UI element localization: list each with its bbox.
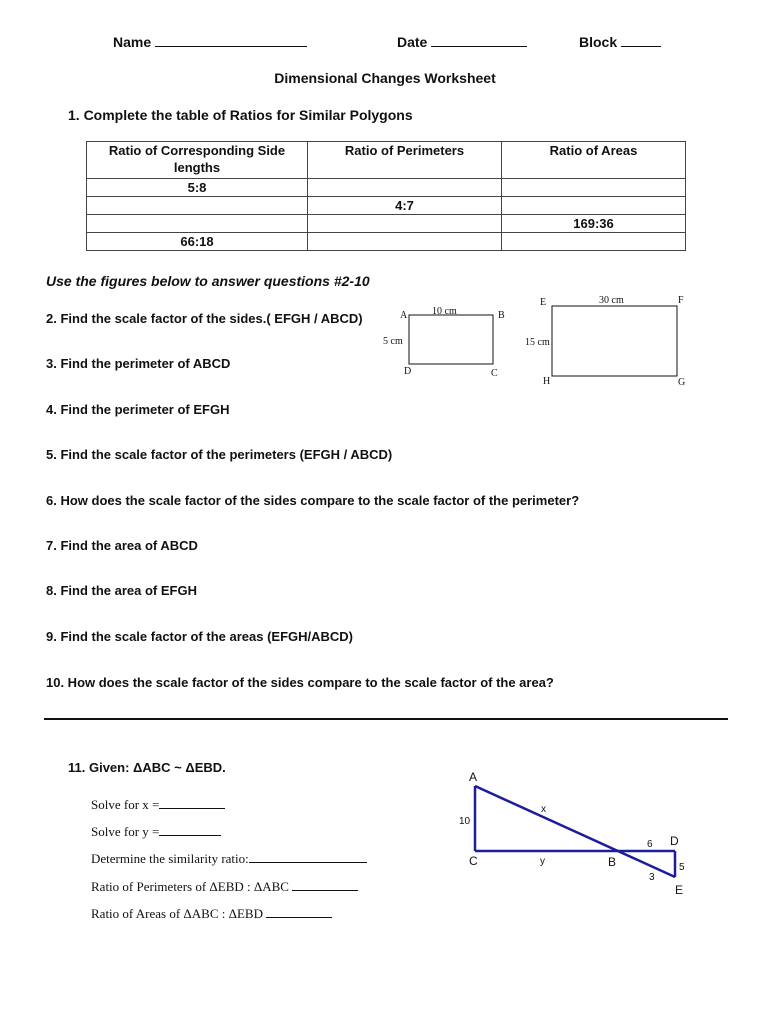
vertex-e: E bbox=[540, 297, 547, 308]
solve-x-line[interactable] bbox=[91, 796, 225, 813]
side-be-label: 3 bbox=[649, 872, 655, 883]
similarity-ratio-line[interactable] bbox=[91, 850, 367, 867]
question-10: 10. How does the scale factor of the sides compare to the scale factor of the area? bbox=[46, 675, 554, 690]
worksheet-title: Dimensional Changes Worksheet bbox=[274, 70, 496, 86]
table-cell[interactable] bbox=[502, 197, 686, 215]
vertex-d: D bbox=[404, 366, 412, 377]
table-cell[interactable]: 5:8 bbox=[87, 179, 308, 197]
vertex-a: A bbox=[400, 310, 408, 321]
label-30cm: 30 cm bbox=[599, 295, 624, 306]
block-blank[interactable] bbox=[621, 34, 661, 47]
triangle-figure bbox=[450, 765, 700, 905]
table-cell[interactable] bbox=[308, 233, 502, 251]
perimeter-ratio-line[interactable] bbox=[91, 878, 358, 895]
table-cell[interactable] bbox=[502, 179, 686, 197]
question-1: 1. Complete the table of Ratios for Similar Polygons bbox=[68, 107, 413, 123]
area-ratio-blank[interactable] bbox=[266, 905, 332, 918]
area-ratio-label: Ratio of Areas of ΔABC : ΔEBD bbox=[91, 906, 263, 921]
header-area-ratio: Ratio of Areas bbox=[502, 142, 686, 179]
table-row bbox=[87, 233, 686, 251]
segment-ae bbox=[475, 786, 675, 877]
vertex-g: G bbox=[678, 377, 686, 388]
question-6: 6. How does the scale factor of the sides compare to the scale factor of the perimeter? bbox=[46, 493, 580, 508]
question-3: 3. Find the perimeter of ABCD bbox=[46, 356, 231, 371]
label-15cm: 15 cm bbox=[525, 337, 550, 348]
header-perimeter-ratio: Ratio of Perimeters bbox=[308, 142, 502, 179]
vertex-b: B bbox=[498, 310, 505, 321]
perimeter-ratio-blank[interactable] bbox=[292, 878, 358, 891]
name-label: Name bbox=[113, 34, 152, 50]
rectangle-efgh bbox=[552, 306, 677, 376]
side-de-label: 5 bbox=[679, 862, 685, 873]
solve-y-label: Solve for y = bbox=[91, 824, 160, 839]
section-divider bbox=[44, 718, 728, 720]
vertex-e-label: E bbox=[675, 883, 684, 897]
question-11: 11. Given: ΔABC ~ ΔEBD. bbox=[68, 760, 226, 775]
solve-x-label: Solve for x = bbox=[91, 797, 160, 812]
figures-instruction: Use the figures below to answer questions #2-10 bbox=[46, 273, 370, 289]
area-ratio-line[interactable] bbox=[91, 905, 332, 922]
date-blank[interactable] bbox=[431, 34, 527, 47]
table-cell[interactable] bbox=[308, 179, 502, 197]
side-bd-label: 6 bbox=[647, 839, 653, 850]
question-7: 7. Find the area of ABCD bbox=[46, 538, 198, 553]
vertex-h: H bbox=[543, 376, 551, 387]
table-cell[interactable] bbox=[308, 215, 502, 233]
header-side-ratio: Ratio of Corresponding Side lengths bbox=[87, 142, 308, 179]
perimeter-ratio-label: Ratio of Perimeters of ΔEBD : ΔABC bbox=[91, 879, 289, 894]
block-field[interactable] bbox=[579, 34, 661, 50]
similarity-ratio-label: Determine the similarity ratio: bbox=[91, 851, 249, 866]
table-cell[interactable] bbox=[87, 197, 308, 215]
question-2: 2. Find the scale factor of the sides.( EFGH / ABCD) bbox=[46, 311, 363, 326]
table-header-row bbox=[87, 142, 686, 179]
ratio-table bbox=[86, 141, 686, 251]
date-field[interactable] bbox=[397, 34, 527, 50]
table-row bbox=[87, 179, 686, 197]
side-cb-label: y bbox=[540, 856, 545, 867]
table-row bbox=[87, 215, 686, 233]
question-8: 8. Find the area of EFGH bbox=[46, 583, 197, 598]
table-row bbox=[87, 197, 686, 215]
solve-x-blank[interactable] bbox=[159, 796, 225, 809]
name-field[interactable] bbox=[113, 34, 307, 50]
vertex-b-label: B bbox=[608, 855, 617, 869]
question-5: 5. Find the scale factor of the perimeters (EFGH / ABCD) bbox=[46, 447, 393, 462]
table-cell[interactable] bbox=[502, 233, 686, 251]
label-10cm: 10 cm bbox=[432, 306, 457, 317]
vertex-c-label: C bbox=[469, 854, 478, 868]
question-4: 4. Find the perimeter of EFGH bbox=[46, 402, 230, 417]
vertex-f: F bbox=[678, 295, 684, 306]
label-5cm: 5 cm bbox=[383, 336, 403, 347]
triangle-lines bbox=[475, 786, 675, 877]
solve-y-line[interactable] bbox=[91, 823, 221, 840]
question-9: 9. Find the scale factor of the areas (EFGH/ABCD) bbox=[46, 629, 354, 644]
name-blank[interactable] bbox=[155, 34, 307, 47]
table-cell[interactable] bbox=[87, 215, 308, 233]
rectangle-abcd bbox=[409, 315, 493, 364]
side-ab-label: x bbox=[541, 804, 546, 815]
vertex-a-label: A bbox=[469, 770, 478, 784]
side-ac-label: 10 bbox=[459, 816, 471, 827]
vertex-c: C bbox=[491, 368, 498, 379]
vertex-d-label: D bbox=[670, 834, 679, 848]
block-label: Block bbox=[579, 34, 618, 50]
table-cell[interactable]: 169:36 bbox=[502, 215, 686, 233]
rectangles-figure bbox=[375, 290, 705, 395]
table-cell[interactable]: 4:7 bbox=[308, 197, 502, 215]
similarity-ratio-blank[interactable] bbox=[249, 850, 367, 863]
solve-y-blank[interactable] bbox=[159, 823, 221, 836]
date-label: Date bbox=[397, 34, 428, 50]
table-cell[interactable]: 66:18 bbox=[87, 233, 308, 251]
